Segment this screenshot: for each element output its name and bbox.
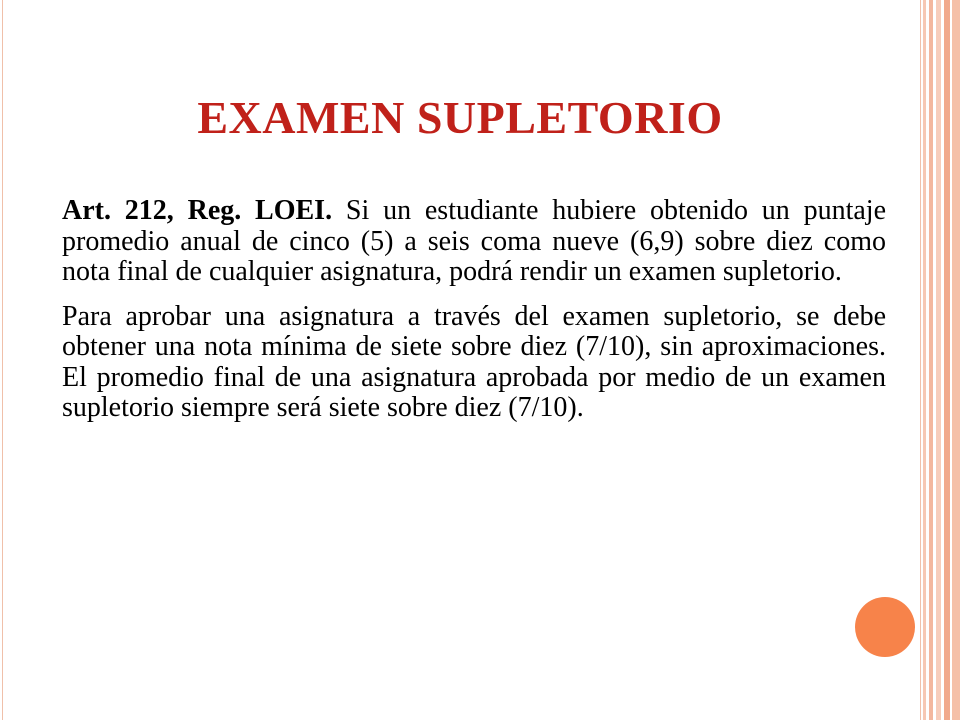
paragraph-approval: Para aprobar una asignatura a través del examen supletorio, se debe obtener una nota mínima de siete sobre diez (7/10), sin aproximaciones. El promedio final de una asignatura aprobada por medio de un examen supletorio siempre será siete sobre diez (7/10).	[62, 300, 886, 423]
paragraph-1-text: Si un estudiante hubiere obtenido un puntaje promedio anual de cinco (5) a seis coma nueve (6,9) sobre diez como nota final de cualquier asignatura, podrá rendir un examen supletorio.	[62, 195, 886, 287]
article-reference: Art. 212, Reg. LOEI.	[62, 195, 333, 226]
decorative-stripe	[944, 0, 950, 720]
decorative-stripe	[929, 0, 933, 720]
decorative-stripe	[952, 0, 960, 720]
slide-body	[62, 196, 886, 424]
decorative-circle	[855, 597, 915, 657]
decorative-stripe	[923, 0, 926, 720]
decorative-stripe	[936, 0, 941, 720]
paragraph-article	[62, 196, 886, 288]
slide-title: EXAMEN SUPLETORIO	[197, 92, 723, 143]
